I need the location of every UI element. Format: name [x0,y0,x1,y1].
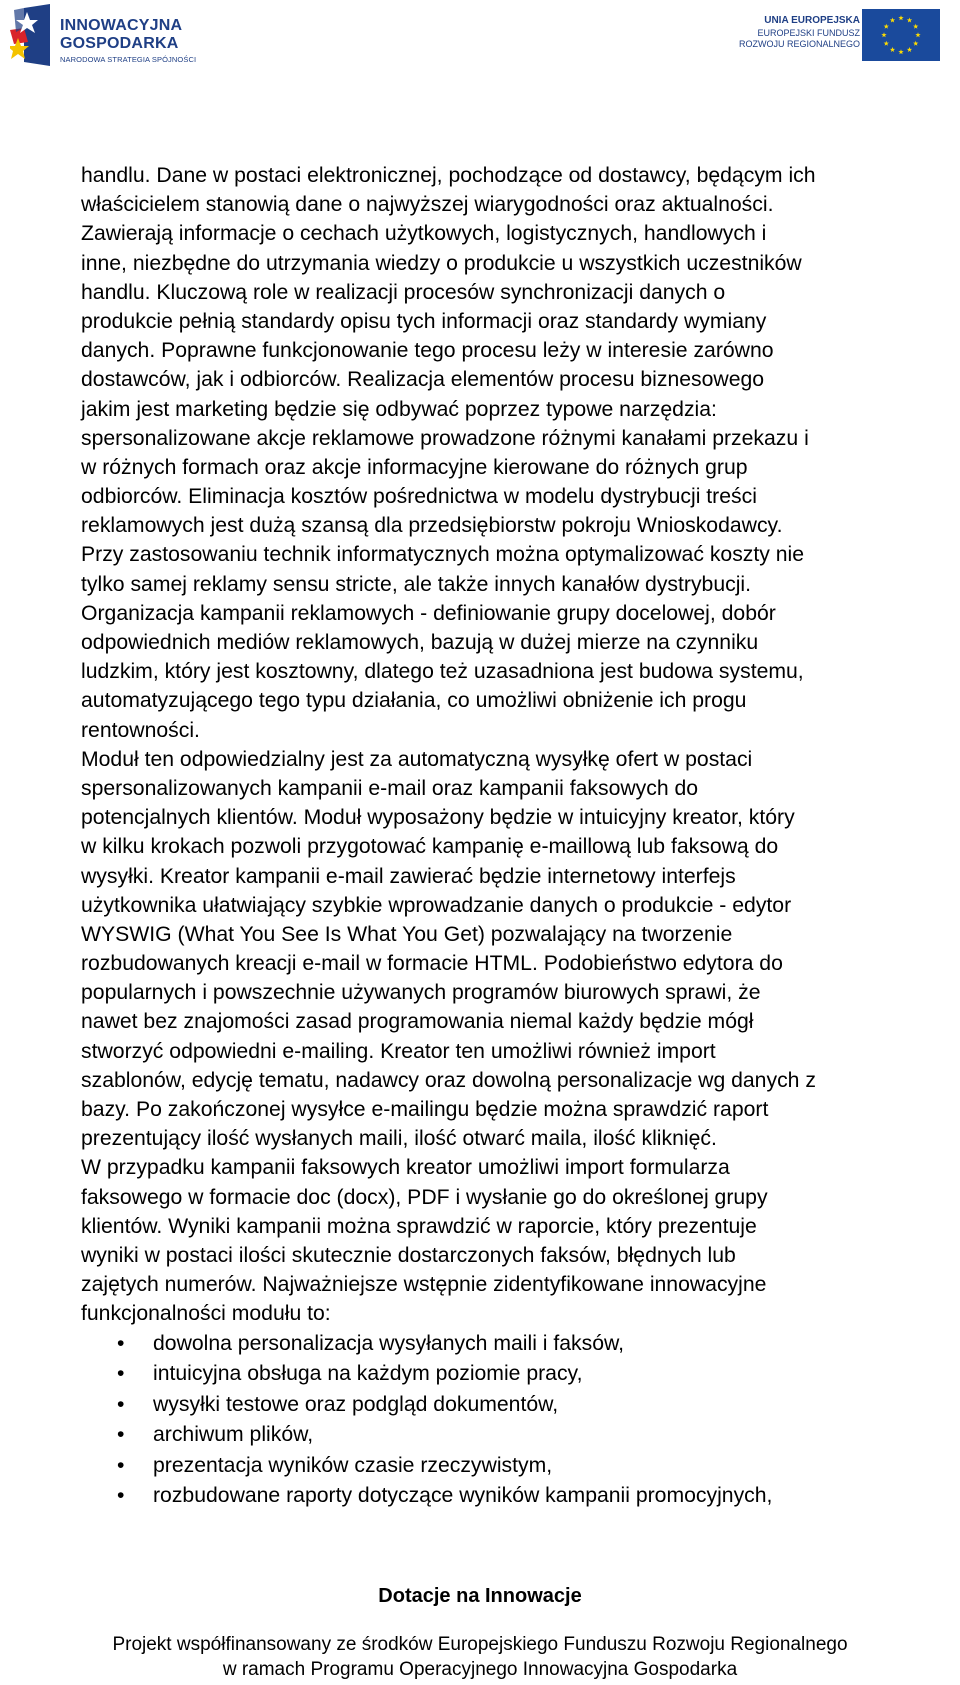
list-item [81,1420,960,1451]
eu-logo-line-fundusz: EUROPEJSKI FUNDUSZ [757,28,860,38]
list-item [81,1481,960,1512]
body-line: inne, niezbędne do utrzymania wiedzy o produkcie u wszystkich uczestników [81,251,802,275]
innowacyjna-gospodarka-emblem-icon [10,4,54,66]
page-header [0,0,960,80]
body-line: odpowiednich mediów reklamowych, bazują w dużej mierze na czynniku [81,631,759,654]
bullet-icon: • [117,1331,125,1355]
body-line: WYSWIG (What You See Is What You Get) pozwalający na tworzenie [81,922,733,946]
body-line: użytkownika ułatwiający szybkie wprowadzanie danych o produkcie - edytor [81,893,792,917]
body-line: tylko samej reklamy sensu stricte, ale także innych kanałów dystrybucji. [81,572,752,596]
body-line: nawet bez znajomości zasad programowania niemal każdy będzie mógł [81,1010,754,1034]
innowacyjna-gospodarka-logo [10,4,210,66]
body-line: spersonalizowane akcje reklamowe prowadzone różnymi kanałami przekazu i [81,426,809,450]
body-line: wysyłki. Kreator kampanii e-mail zawierać będzie internetowy interfejs [81,864,736,888]
body-line: Moduł ten odpowiedzialny jest za automatyczną wysyłkę ofert w postaci [81,747,753,771]
body-line: klientów. Wyniki kampanii można sprawdzić w raporcie, który prezentuje [81,1214,757,1238]
logo-line-innowacyjna: INNOWACYJNA [60,17,183,34]
list-item [81,1359,960,1390]
bullet-icon: • [117,1484,125,1508]
body-line: odbiorców. Eliminacja kosztów pośrednictwa w modelu dystrybucji treści [81,485,757,509]
logo-line-gospodarka: GOSPODARKA [60,35,179,52]
eu-logo [728,8,950,64]
body-line: Zawierają informacje o cechach użytkowych, logistycznych, handlowych i [81,222,767,246]
body-text [81,161,960,1329]
body-line: popularnych i powszechnie używanych programów biurowych sprawi, że [81,981,761,1005]
body-line: danych. Poprawne funkcjonowanie tego procesu leży w interesie zarówno [81,339,774,363]
footer-funding-line: Projekt współfinansowany ze środków Europejskiego Funduszu Rozwoju Regionalnego [112,1634,848,1655]
body-line: W przypadku kampanii faksowych kreator umożliwi import formularza [81,1156,730,1180]
bullet-icon: • [117,1392,125,1416]
body-line: potencjalnych klientów. Moduł wyposażony będzie w intuicyjny kreator, który [81,806,795,830]
body-line: w różnych formach oraz akcje informacyjne kierowane do różnych grup [81,455,748,479]
body-line: Organizacja kampanii reklamowych - definiowanie grupy docelowej, dobór [81,601,776,625]
body-line: handlu. Dane w postaci elektronicznej, pochodzące od dostawcy, będącym ich [81,164,816,187]
body-line: handlu. Kluczową role w realizacji procesów synchronizacji danych o [81,280,726,304]
list-item [81,1451,960,1482]
eu-flag-icon [862,9,940,61]
body-line: wyniki w postaci ilości skutecznie dostarczonych faksów, błędnych lub [81,1243,736,1267]
body-line: szablonów, edycję tematu, nadawcy oraz dowolną personalizacje wg danych z [81,1068,816,1092]
body-line: ludzkim, który jest kosztowny, dlatego też uzasadniona jest budowa systemu, [81,660,804,684]
body-line: rozbudowanych kreacji e-mail w formacie HTML. Podobieństwo edytora do [81,952,783,976]
body-line: produkcie pełnią standardy opisu tych informacji oraz standardy wymiany [81,309,767,333]
body-line: faksowego w formacie doc (docx), PDF i wysłanie go do określonej grupy [81,1185,768,1209]
list-item-text: wysyłki testowe oraz podgląd dokumentów, [153,1392,559,1416]
eu-logo-line-unia: UNIA EUROPEJSKA [764,15,860,26]
body-line: spersonalizowanych kampanii e-mail oraz kampanii faksowych do [81,776,699,800]
body-line: jakim jest marketing będzie się odbywać poprzez typowe narzędzia: [81,397,717,421]
list-item [81,1390,960,1421]
list-item-text: rozbudowane raporty dotyczące wyników kampanii promocyjnych, [153,1484,773,1508]
bullet-icon: • [117,1453,125,1477]
body-line: bazy. Po zakończonej wysyłce e-mailingu będzie można sprawdzić raport [81,1098,769,1121]
body-line: reklamowych jest dużą szansą dla przedsiębiorstw pokroju Wnioskodawcy. [81,514,783,538]
list-item [81,1329,960,1360]
body-line: automatyzującego tego typu działania, co umożliwi obniżenie ich progu [81,689,747,713]
body-line: prezentujący ilość wysłanych maili, ilość otwarć maila, ilość kliknięć. [81,1127,717,1151]
body-line: dostawców, jak i odbiorców. Realizacja elementów procesu biznesowego [81,368,765,392]
list-item-text: prezentacja wyników czasie rzeczywistym, [153,1453,553,1477]
bullet-icon: • [117,1423,125,1447]
list-item-text: intuicyjna obsługa na każdym poziomie pracy, [153,1362,583,1386]
list-item-text: archiwum plików, [153,1423,314,1447]
footer-title: Dotacje na Innowacje [378,1585,582,1607]
eu-logo-line-rozwoju: ROZWOJU REGIONALNEGO [738,39,860,49]
feature-list [81,1329,960,1513]
body-line: Przy zastosowaniu technik informatycznych można optymalizować koszty nie [81,543,805,567]
body-line: właścicielem stanowią dane o najwyższej wiarygodności oraz aktualności. [81,193,774,217]
logo-line-strategia: NARODOWA STRATEGIA SPÓJNOŚCI [60,55,197,64]
body-line: w kilku krokach pozwoli przygotować kampanię e-maillową lub faksową do [81,835,779,859]
document-body [81,161,960,1512]
body-line: stworzyć odpowiedni e-mailing. Kreator ten umożliwi również import [81,1039,716,1063]
footer-program-line: w ramach Programu Operacyjnego Innowacyjna Gospodarka [222,1659,738,1680]
body-line: funkcjonalności modułu to: [81,1302,331,1326]
body-line: rentowności. [81,718,200,742]
body-line: zajętych numerów. Najważniejsze wstępnie zidentyfikowane innowacyjne [81,1273,767,1297]
bullet-icon: • [117,1362,125,1386]
list-item-text: dowolna personalizacja wysyłanych maili i faksów, [153,1331,625,1355]
